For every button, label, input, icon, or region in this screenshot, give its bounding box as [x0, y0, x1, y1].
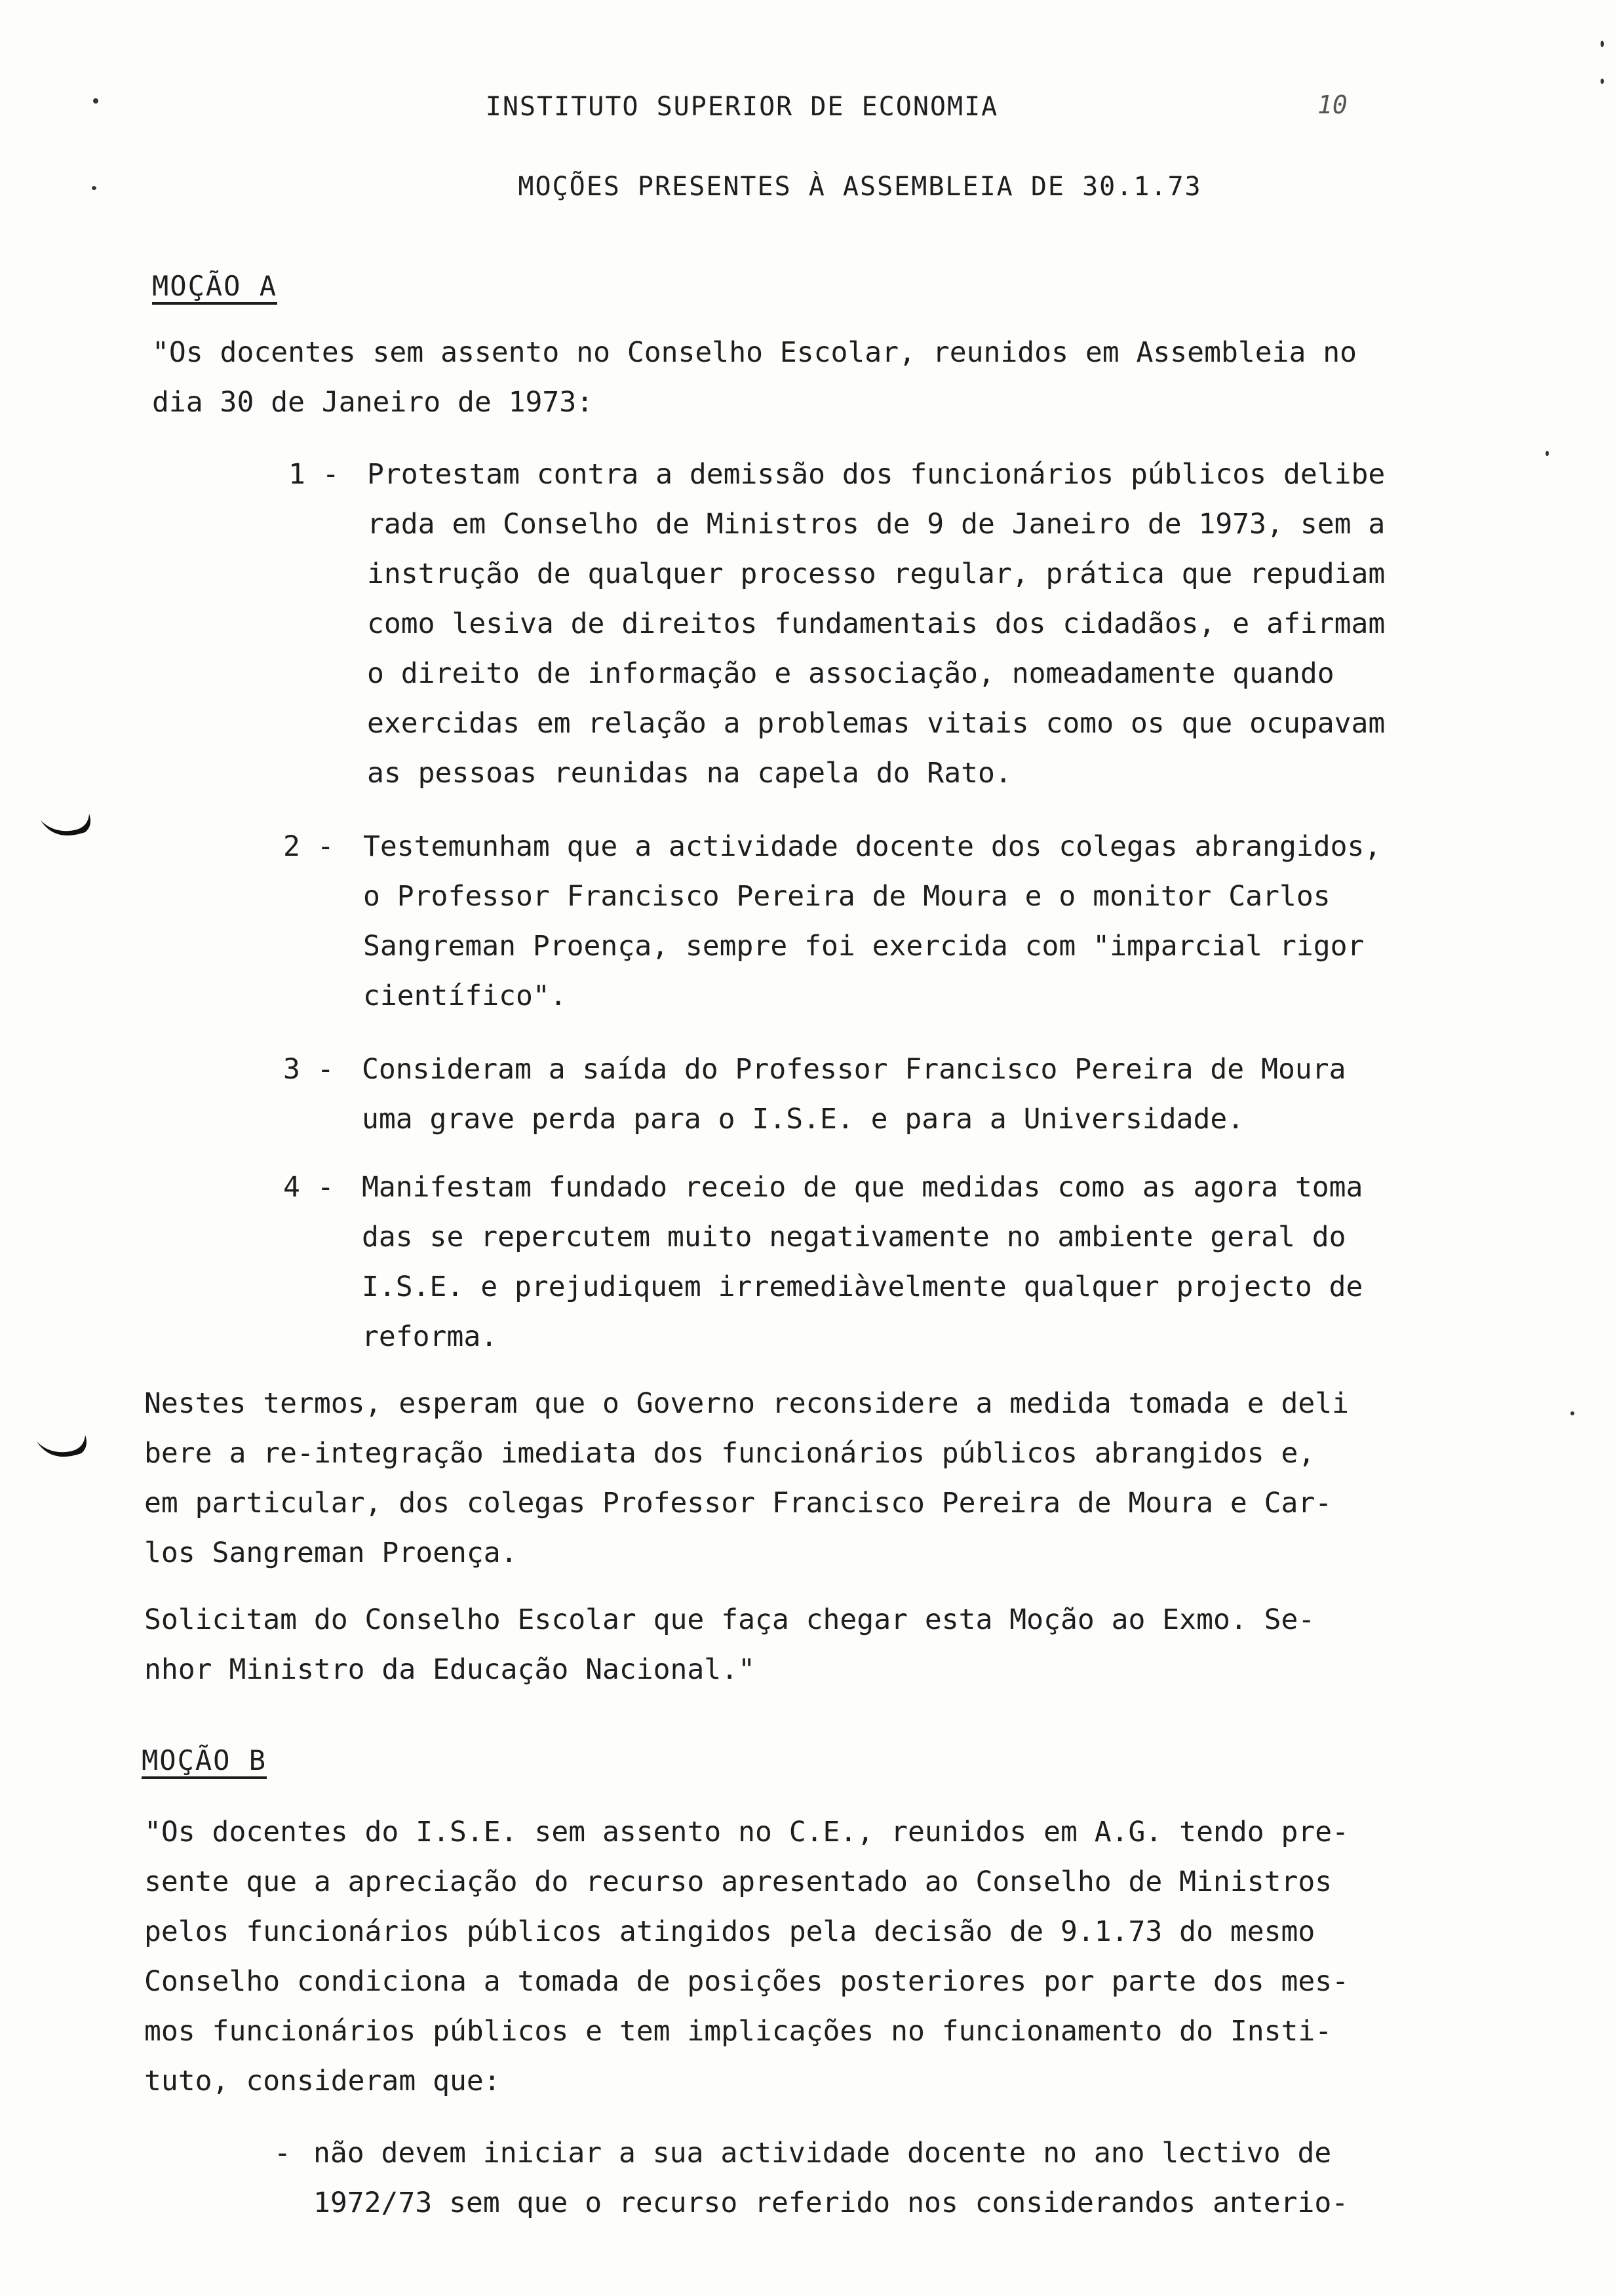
text-line: los Sangreman Proença.	[144, 1537, 518, 1569]
text-line: Conselho condiciona a tomada de posições posteriores por parte dos mes-	[144, 1965, 1350, 1998]
motion-a-item-1	[367, 450, 1560, 798]
text-line: reforma.	[362, 1320, 498, 1353]
motion-a-item-2	[363, 822, 1563, 1021]
institution-name: INSTITUTO SUPERIOR DE ECONOMIA	[485, 92, 999, 122]
motion-b-heading: MOÇÃO B	[142, 1744, 267, 1776]
text-line: tuto, consideram que:	[144, 2065, 501, 2097]
text-line: nhor Ministro da Educação Nacional."	[144, 1653, 755, 1686]
text-line: I.S.E. e prejudiquem irremediàvelmente qualquer projecto de	[362, 1271, 1363, 1303]
text-line: "Os docentes do I.S.E. sem assento no C.E., reunidos em A.G. tendo pre-	[144, 1816, 1350, 1848]
text-line: pelos funcionários públicos atingidos pela decisão de 9.1.73 do mesmo	[144, 1915, 1315, 1948]
text-line: rada em Conselho de Ministros de 9 de Janeiro de 1973, sem a	[367, 508, 1386, 541]
text-line: Solicitam do Conselho Escolar que faça chegar esta Moção ao Exmo. Se-	[144, 1603, 1315, 1636]
text-line: o direito de informação e associação, nomeadamente quando	[367, 657, 1334, 690]
text-line: como lesiva de direitos fundamentais dos cidadãos, e afirmam	[367, 607, 1386, 640]
punch-hole-mark-icon	[35, 806, 94, 845]
document-title: MOÇÕES PRESENTES À ASSEMBLEIA DE 30.1.73	[518, 172, 1202, 202]
motion-a-request	[144, 1595, 1560, 1694]
text-line: Nestes termos, esperam que o Governo reconsidere a medida tomada e deli	[144, 1387, 1350, 1420]
motion-a-heading: MOÇÃO A	[152, 270, 278, 302]
scan-speck	[1601, 79, 1604, 84]
item-number: -	[274, 2137, 291, 2170]
item-number: 1 -	[288, 458, 340, 491]
motion-a-item-4	[362, 1162, 1561, 1362]
text-line: dia 30 de Janeiro de 1973:	[152, 386, 594, 419]
item-number: 4 -	[283, 1171, 334, 1204]
scan-speck	[1546, 451, 1549, 456]
scan-speck	[92, 186, 96, 190]
text-line: o Professor Francisco Pereira de Moura e o monitor Carlos	[363, 880, 1331, 913]
text-line: Sangreman Proença, sempre foi exercida com "imparcial rigor	[363, 930, 1365, 963]
text-line: sente que a apreciação do recurso apresentado ao Conselho de Ministros	[144, 1866, 1333, 1898]
punch-hole-mark-icon	[31, 1427, 90, 1466]
page-number: 10	[1317, 90, 1348, 119]
text-line: Consideram a saída do Professor Francisco Pereira de Moura	[362, 1053, 1346, 1086]
motion-b-item-1	[313, 2128, 1506, 2228]
motion-a-intro	[152, 328, 1561, 427]
scan-speck	[1601, 41, 1604, 47]
motion-a-conclusion	[144, 1379, 1560, 1578]
text-line: das se repercutem muito negativamente no ambiente geral do	[362, 1221, 1346, 1253]
text-line: as pessoas reunidas na capela do Rato.	[367, 757, 1012, 790]
motion-b-intro	[144, 1807, 1560, 2106]
text-line: mos funcionários públicos e tem implicações no funcionamento do Insti-	[144, 2015, 1333, 2048]
text-line: em particular, dos colegas Professor Francisco Pereira de Moura e Car-	[144, 1487, 1333, 1520]
scan-speck	[1570, 1411, 1574, 1415]
item-number: 2 -	[283, 830, 334, 863]
text-line: Protestam contra a demissão dos funcionários públicos delibe	[367, 458, 1386, 491]
text-line: 1972/73 sem que o recurso referido nos considerandos anterio-	[313, 2187, 1349, 2219]
text-line: uma grave perda para o I.S.E. e para a Universidade.	[362, 1103, 1245, 1136]
text-line: bere a re-integração imediata dos funcionários públicos abrangidos e,	[144, 1437, 1315, 1470]
text-line: "Os docentes sem assento no Conselho Escolar, reunidos em Assembleia no	[152, 336, 1357, 369]
text-line: não devem iniciar a sua actividade docente no ano lectivo de	[313, 2137, 1332, 2170]
text-line: Testemunham que a actividade docente dos colegas abrangidos,	[363, 830, 1382, 863]
scan-speck	[93, 98, 98, 104]
text-line: instrução de qualquer processo regular, prática que repudiam	[367, 558, 1386, 590]
item-number: 3 -	[283, 1053, 334, 1086]
text-line: científico".	[363, 980, 567, 1012]
motion-a-item-3	[362, 1044, 1561, 1144]
text-line: Manifestam fundado receio de que medidas como as agora toma	[362, 1171, 1363, 1204]
text-line: exercidas em relação a problemas vitais como os que ocupavam	[367, 707, 1386, 740]
